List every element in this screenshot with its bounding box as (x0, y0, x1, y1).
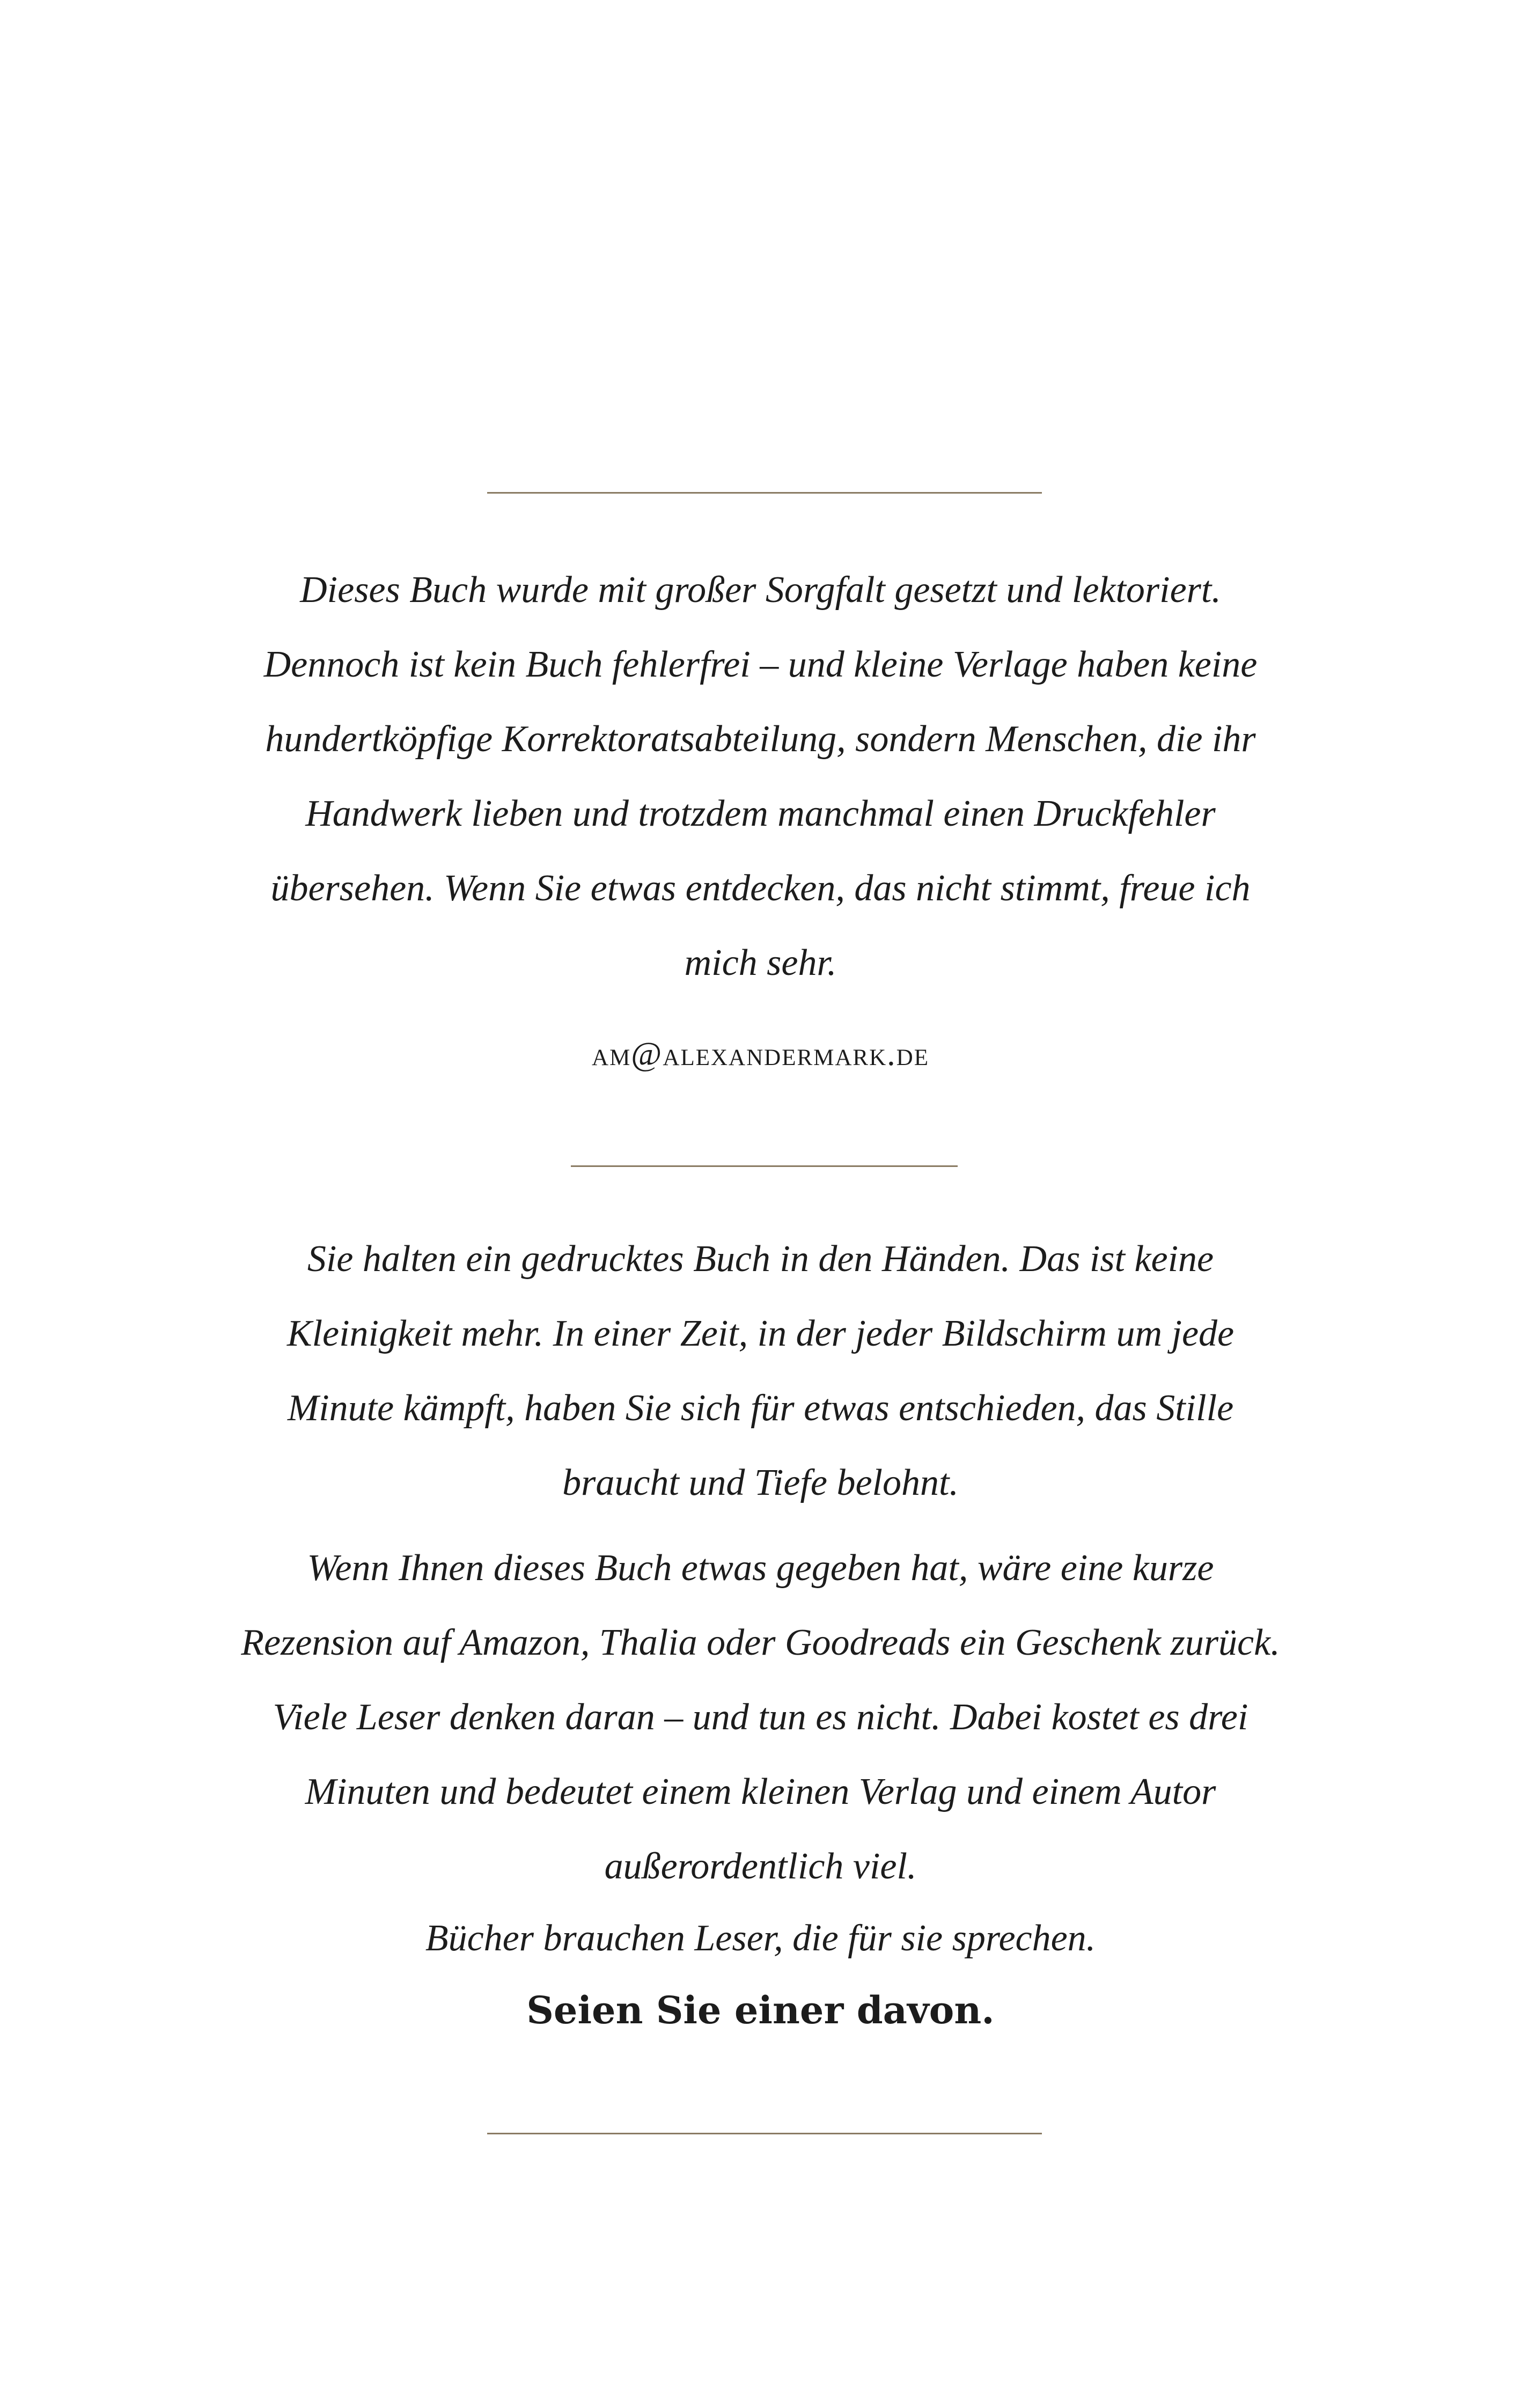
errata-paragraph (161, 553, 1360, 1000)
text-line: Dennoch ist kein Buch fehlerfrei – und kleine Verlage haben keine (263, 644, 1258, 685)
text-line: Wenn Ihnen dieses Buch etwas gegeben hat, wäre eine kurze (307, 1547, 1214, 1589)
text-line: Minuten und bedeutet einem kleinen Verlag und einem Autor (305, 1771, 1216, 1812)
text-line: Kleinigkeit mehr. In einer Zeit, in der jeder Bildschirm um jede (286, 1313, 1235, 1354)
text-line: hundertköpfige Korrektoratsabteilung, sondern Menschen, die ihr (265, 718, 1256, 760)
text-line: Rezension auf Amazon, Thalia oder Goodreads ein Geschenk zurück. (241, 1622, 1280, 1663)
text-line: mich sehr. (684, 942, 837, 983)
contact-email: am@alexandermark.de (592, 1036, 929, 1073)
text-line: Viele Leser denken daran – und tun es nicht. Dabei kostet es drei (273, 1697, 1248, 1738)
text-line: braucht und Tiefe belohnt. (562, 1462, 959, 1503)
callout-heading: Seien Sie einer davon. (526, 1988, 995, 2032)
review-request-paragraph (161, 1531, 1360, 1904)
text-line: Sie halten ein gedrucktes Buch in den Händen. Das ist keine (307, 1238, 1214, 1280)
text-line: Handwerk lieben und trotzdem manchmal einen Druckfehler (305, 793, 1216, 834)
text-line: außerordentlich viel. (604, 1846, 917, 1887)
text-line: übersehen. Wenn Sie etwas entdecken, das nicht stimmt, freue ich (270, 868, 1251, 909)
text-line: Dieses Buch wurde mit großer Sorgfalt gesetzt und lektoriert. (300, 569, 1221, 611)
closing-line: Bücher brauchen Leser, die für sie sprechen. (425, 1918, 1096, 1959)
bottom-divider (487, 2133, 1042, 2134)
middle-divider (571, 1165, 958, 1167)
text-line: Minute kämpft, haben Sie sich für etwas entschieden, das Stille (287, 1387, 1234, 1429)
printed-book-paragraph (161, 1222, 1360, 1520)
top-divider (487, 492, 1042, 494)
